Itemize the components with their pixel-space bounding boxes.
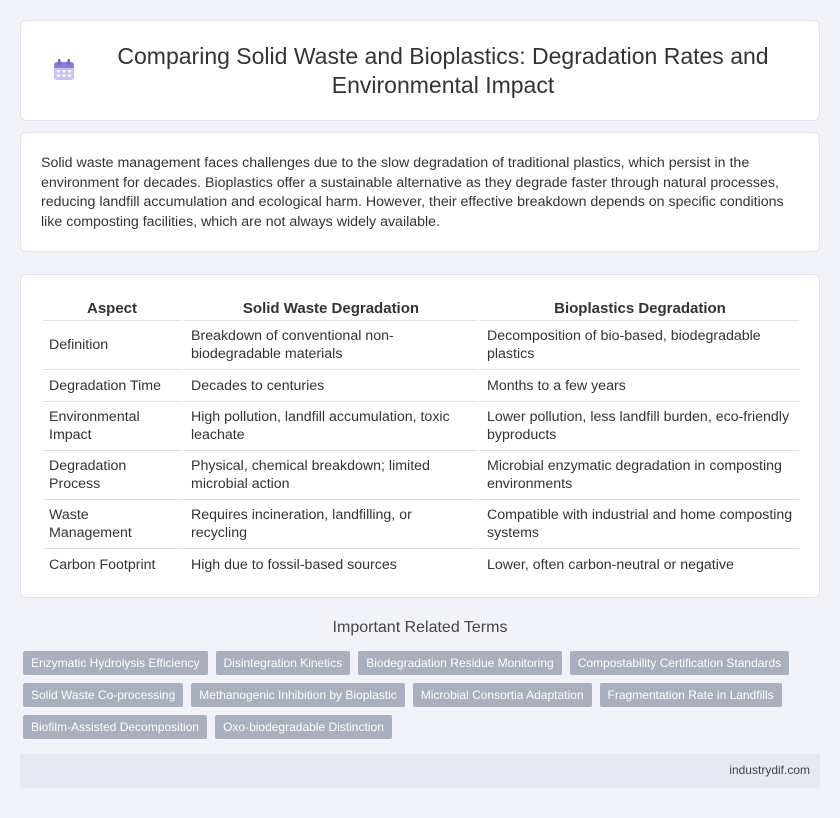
cell-solid-waste: High due to fossil-based sources — [181, 548, 477, 580]
intro-card — [20, 132, 820, 252]
term-tag[interactable]: Methanogenic Inhibition by Bioplastic — [191, 683, 404, 707]
header-solid-waste: Solid Waste Degradation — [181, 297, 477, 320]
cell-aspect: Carbon Footprint — [43, 548, 181, 580]
calendar-icon — [51, 57, 77, 83]
cell-aspect: Waste Management — [43, 499, 181, 548]
term-tag[interactable]: Enzymatic Hydrolysis Efficiency — [23, 651, 208, 675]
cell-bioplastics: Microbial enzymatic degradation in composting environments — [477, 450, 799, 499]
table-row — [43, 369, 799, 401]
intro-paragraph: Solid waste management faces challenges due to the slow degradation of traditional plastics, which persist in the environment for decades. Bioplastics offer a sustainable alternative as they degrade faster through natural processes, reducing landfill accumulation and ecological harm. However, their effective breakdown depends on specific conditions like composting facilities, which are not always widely available. — [41, 155, 784, 230]
header-bioplastics: Bioplastics Degradation — [477, 297, 799, 320]
related-terms-tags — [23, 651, 823, 747]
cell-bioplastics: Compatible with industrial and home composting systems — [477, 499, 799, 548]
table-row — [43, 401, 799, 450]
title-card — [20, 20, 820, 121]
cell-aspect: Degradation Process — [43, 450, 181, 499]
cell-bioplastics: Months to a few years — [477, 369, 799, 401]
term-tag[interactable]: Fragmentation Rate in Landfills — [600, 683, 782, 707]
term-tag[interactable]: Biodegradation Residue Monitoring — [358, 651, 561, 675]
table-row — [43, 499, 799, 548]
table-row — [43, 548, 799, 580]
cell-aspect: Definition — [43, 320, 181, 369]
comparison-table — [43, 297, 799, 580]
comparison-table-card — [20, 274, 820, 598]
cell-solid-waste: Physical, chemical breakdown; limited microbial action — [181, 450, 477, 499]
cell-bioplastics: Decomposition of bio-based, biodegradable plastics — [477, 320, 799, 369]
cell-bioplastics: Lower pollution, less landfill burden, eco-friendly byproducts — [477, 401, 799, 450]
term-tag[interactable]: Biofilm-Assisted Decomposition — [23, 715, 207, 739]
cell-solid-waste: Decades to centuries — [181, 369, 477, 401]
page-title: Comparing Solid Waste and Bioplastics: Degradation Rates and Environmental Impact — [117, 42, 769, 98]
cell-bioplastics: Lower, often carbon-neutral or negative — [477, 548, 799, 580]
cell-solid-waste: High pollution, landfill accumulation, toxic leachate — [181, 401, 477, 450]
footer-source[interactable]: industrydif.com — [729, 763, 810, 777]
term-tag[interactable]: Solid Waste Co-processing — [23, 683, 183, 707]
term-tag[interactable]: Oxo-biodegradable Distinction — [215, 715, 392, 739]
cell-solid-waste: Breakdown of conventional non-biodegradable materials — [181, 320, 477, 369]
table-row — [43, 450, 799, 499]
table-header-row — [43, 297, 799, 320]
footer — [20, 754, 820, 788]
term-tag[interactable]: Microbial Consortia Adaptation — [413, 683, 592, 707]
related-terms-heading: Important Related Terms — [332, 619, 508, 636]
cell-solid-waste: Requires incineration, landfilling, or recycling — [181, 499, 477, 548]
term-tag[interactable]: Disintegration Kinetics — [216, 651, 351, 675]
cell-aspect: Degradation Time — [43, 369, 181, 401]
cell-aspect: Environmental Impact — [43, 401, 181, 450]
table-row — [43, 320, 799, 369]
header-aspect: Aspect — [86, 300, 138, 317]
title-wrap — [21, 42, 819, 100]
term-tag[interactable]: Compostability Certification Standards — [570, 651, 789, 675]
